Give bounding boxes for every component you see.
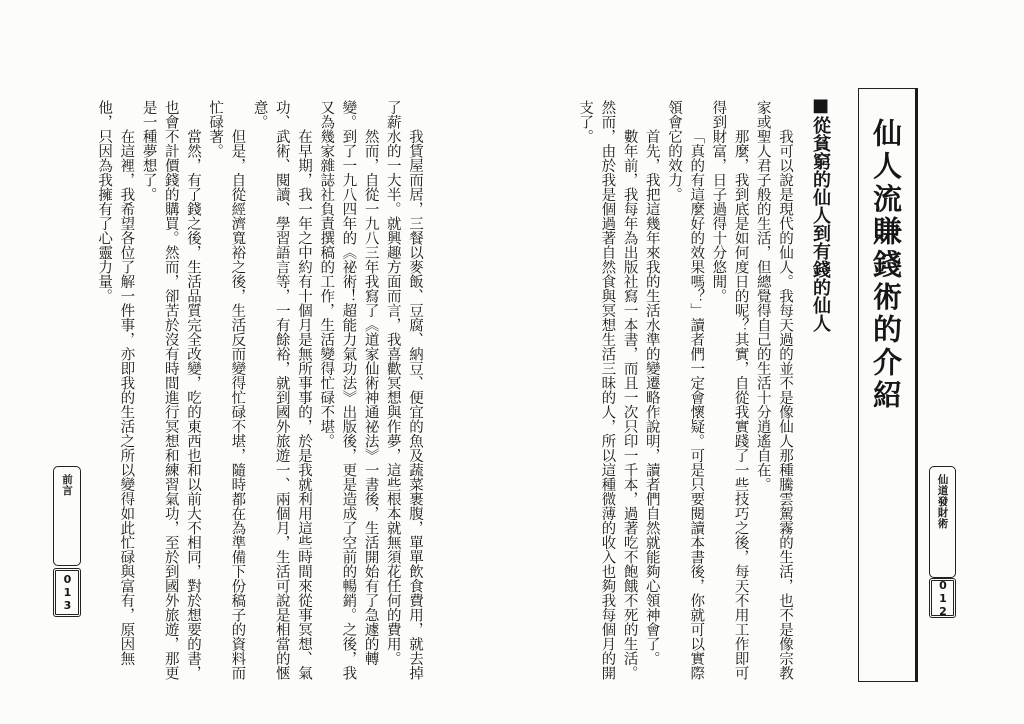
right-page-body-text: [574, 100, 796, 680]
text-column: 忙碌著。: [207, 100, 224, 158]
text-column: 當然，有了錢之後，生活品質完全改變，吃的東西也和以前大不相同，對於想要的書，: [184, 129, 201, 680]
page-number: 013: [61, 573, 74, 612]
text-column: 我可以說是現代的仙人。我每天過的並不是像仙人那種騰雲駕霧的生活，也不是像宗教: [777, 129, 793, 680]
text-column: 但是，自從經濟寬裕之後，生活反而變得忙碌不堪，隨時都在為準備下份稿子的資料而: [229, 129, 246, 680]
running-head-box: [53, 466, 81, 566]
text-column: 數年前，我每年為出版社寫一本書，而且一次只印一千本，過著吃不飽餓不死的生活。: [621, 129, 638, 680]
running-head: 仙道發財術: [936, 474, 949, 529]
text-column: 也會不計價錢的購買。然而，卻苦於沒有時間進行冥想和練習氣功，至於到國外旅遊，那更: [162, 100, 179, 680]
text-column: 得到財富，日子過得十分悠閒。: [710, 100, 727, 303]
running-head-box: [929, 466, 956, 578]
text-column: 然而，由於我是個過著自然食與冥想生活三昧的人，所以這種微薄的收入也夠我每個月的開: [599, 100, 616, 680]
text-column: 是一種夢想了。: [140, 100, 157, 202]
right-page: [512, 0, 1024, 724]
text-column: 我賃屋而居，三餐以麥飯、豆腐、納豆、便宜的魚及蔬菜裹腹，單單飲食費用，就去掉: [407, 129, 423, 680]
page-number: 012: [936, 578, 950, 618]
text-column: 領會它的效力。: [665, 100, 682, 202]
text-column: 意。: [251, 100, 268, 129]
page-number-box: [929, 578, 956, 618]
text-column: 首先，我把這幾年來我的生活水準的變遷略作說明，讀者們自然就能夠心領神會了。: [643, 129, 660, 666]
text-column: 支了。: [577, 100, 594, 144]
text-column: 在早期，我一年之中約有十個月是無所事事的，於是我就利用這些時間來從事冥想、氣: [295, 129, 312, 680]
text-column: 功、武術、閱讀、學習語言等，一有餘裕，就到國外旅遊一、兩個月，生活可說是相當的愜: [273, 100, 290, 680]
text-column: 了薪水的一大半。就興趣方面而言，我喜歡冥想與作夢，這些根本就無須花任何的費用。: [384, 100, 401, 666]
section-heading: ■從貧窮的仙人到有錢的仙人: [810, 95, 831, 332]
text-column: 在這裡，我希望各位了解一件事，亦即我的生活之所以變得如此忙碌與富有，原因無: [118, 129, 135, 666]
text-column: 那麼，我到底是如何度日的呢？其實，自從我實踐了一些技巧之後，每天不用工作即可: [732, 129, 749, 680]
running-head: 前言: [61, 474, 73, 496]
text-column: 又為幾家雜誌社負責撰稿的工作，生活變得忙碌不堪。: [318, 100, 335, 448]
left-page-body-text: [93, 100, 426, 680]
chapter-title: 仙人流賺錢術的介紹: [869, 118, 903, 413]
page-number-box: [53, 568, 81, 617]
text-column: 變。到了一九八四年的《祕術！超能力氣功法》出版後，更是造成了空前的暢銷。之後，我: [340, 100, 357, 680]
text-column: 然而，自從一九八三年我寫了《道家仙術神通祕法》一書後，生活開始有了急遽的轉: [362, 129, 379, 666]
text-column: 他，只因為我擁有了心靈力量。: [96, 100, 113, 303]
text-column: 家或聖人君子般的生活，但總覺得自己的生活十分逍遙自在。: [754, 100, 771, 492]
text-column: 「真的有這麼好的效果嗎？」讀者們一定會懷疑。可是只要閱讀本書後，你就可以實際: [688, 129, 705, 680]
